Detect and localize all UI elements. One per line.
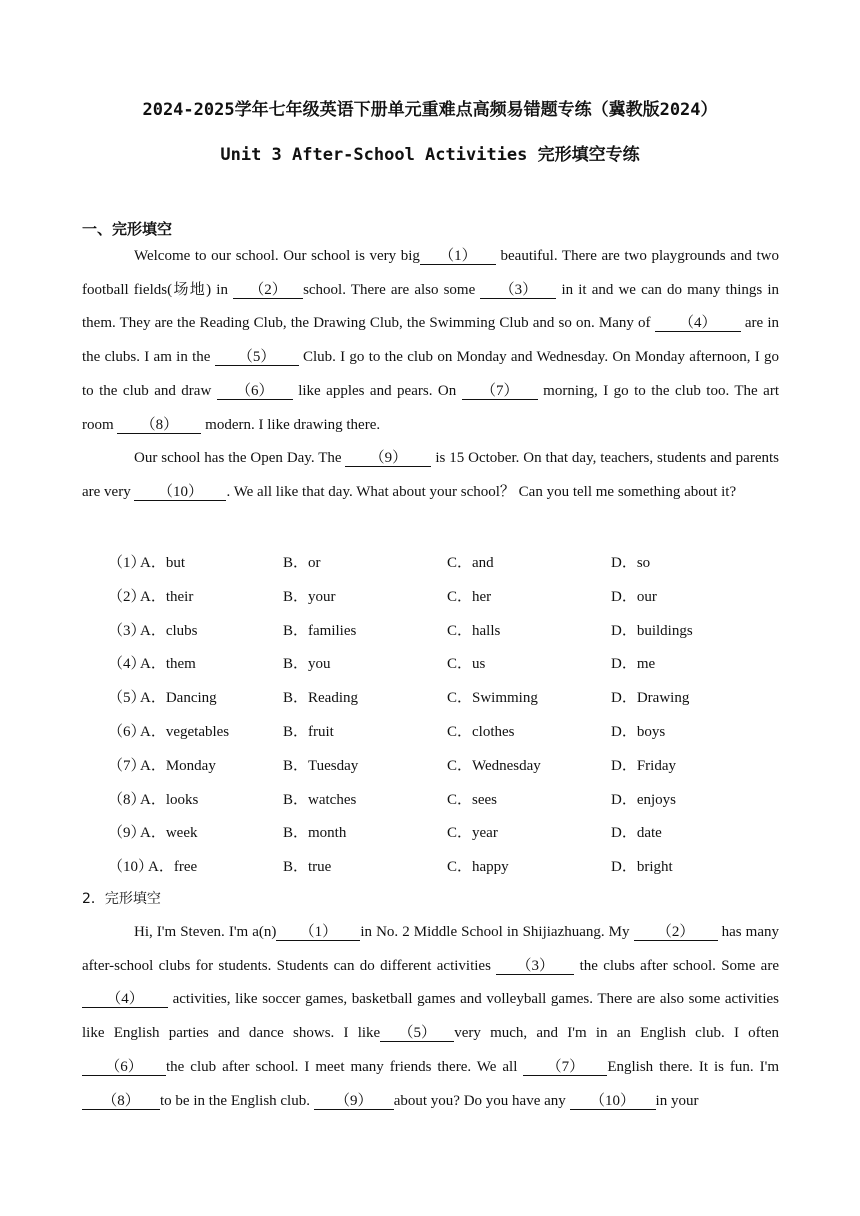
passage-2-paragraph (82, 916, 779, 1118)
option-a: A．vegetables (140, 723, 230, 740)
blank-5: （5） (215, 350, 299, 366)
option-b: B．your (283, 588, 336, 605)
blank-8: （8） (117, 418, 201, 434)
option-number: （1） (108, 555, 146, 571)
option-c: C．year (447, 825, 498, 842)
option-c: C．and (447, 555, 494, 571)
passage-text: the clubs after school. Some are (574, 957, 779, 974)
option-row (82, 579, 782, 613)
option-d: D．Drawing (611, 690, 690, 707)
option-c: C．Wednesday (447, 757, 541, 774)
option-number: （8） (108, 791, 146, 808)
blank-7: （7） (462, 384, 538, 400)
option-b: B．Tuesday (283, 757, 359, 774)
option-row (82, 714, 782, 748)
passage-1-paragraph-2 (82, 442, 779, 509)
option-a: A．them (140, 656, 196, 673)
option-number: （3） (108, 622, 146, 639)
passage-text: in your (655, 1092, 699, 1109)
option-b: B．fruit (283, 723, 334, 740)
option-a: A．clubs (140, 622, 198, 639)
option-d: D．date (611, 825, 662, 842)
option-a: A．their (140, 588, 194, 605)
option-c: C．Swimming (447, 690, 538, 707)
passage-text: is 15 October. On that day, teachers, students and parents are very (82, 450, 779, 500)
blank-5: （5） (380, 1026, 454, 1042)
blank-1: （1） (276, 925, 360, 941)
passage-text: beautiful. There are two playgrounds and two football fields(场地) in (82, 248, 779, 298)
blank-8: （8） (82, 1094, 160, 1110)
option-row (82, 545, 782, 579)
passage-text: morning, I go to the club too. The art room (82, 382, 779, 433)
blank-6: （6） (82, 1060, 166, 1076)
section-heading-cloze: 一、完形填空 (82, 220, 173, 238)
passage-text: English there. It is fun. I'm (607, 1058, 779, 1075)
option-d: D．me (611, 656, 656, 673)
document-title: 2024-2025学年七年级英语下册单元重难点高频易错题专练（冀教版2024） (142, 100, 718, 120)
option-a: A．Dancing (140, 690, 217, 707)
blank-4: （4） (82, 992, 168, 1008)
passage-text: in No. 2 Middle School in Shijiazhuang. My (360, 924, 634, 940)
passage-2 (82, 916, 779, 1118)
passage-text: activities, like soccer games, basketball games and volleyball games. There are also some activities like English parties and dance shows. I like (82, 991, 779, 1042)
option-number: （6） (108, 723, 146, 740)
option-b: B．you (283, 656, 331, 673)
blank-10: （10） (134, 485, 226, 501)
blank-10: （10） (570, 1094, 656, 1110)
option-row (82, 646, 782, 680)
blank-3: （3） (480, 283, 556, 299)
blank-2: （2） (634, 925, 718, 941)
blank-9: （9） (345, 451, 431, 467)
option-c: C．sees (447, 791, 497, 808)
document-subtitle: Unit 3 After-School Activities 完形填空专练 (220, 145, 640, 165)
passage-text: the club after school. I meet many friends there. We all (166, 1058, 524, 1075)
option-a: A．Monday (140, 757, 216, 774)
option-c: C．halls (447, 622, 501, 639)
passage-text: in it and we can do many things in them. They are the Reading Club, the Drawing Club, the Swimming Club and so on. Many of (82, 281, 779, 332)
blank-7: （7） (523, 1060, 607, 1076)
option-b: B．true (283, 859, 332, 876)
option-b: B．month (283, 825, 347, 842)
option-d: D．our (611, 588, 657, 605)
passage-text: to be in the English club. (160, 1092, 314, 1109)
passage-text: are in the clubs. I am in the (82, 315, 779, 366)
passage-text: Club. I go to the club on Monday and Wednesday. On Monday afternoon, I go to the club and draw (82, 349, 779, 399)
passage-text: . We all like that day. What about your school？ Can you tell me something about it? (226, 483, 737, 500)
option-d: D．so (611, 555, 651, 571)
option-row (82, 613, 782, 647)
option-d: D．bright (611, 859, 673, 876)
option-b: B．watches (283, 791, 357, 808)
option-number: （7） (108, 757, 146, 774)
option-number: （2） (108, 588, 146, 605)
option-number: （10） (108, 859, 154, 876)
option-row (82, 748, 782, 782)
passage-text: like apples and pears. On (292, 382, 462, 399)
option-d: D．boys (611, 723, 666, 740)
option-c: C．her (447, 588, 492, 605)
option-c: C．happy (447, 859, 509, 876)
passage-text: school. There are also some (303, 281, 481, 298)
passage-text: Hi, I'm Steven. I'm a(n) (134, 924, 277, 940)
passage-1 (82, 240, 779, 510)
passage-text: Welcome to our school. Our school is very big (134, 248, 420, 264)
option-a: A．looks (140, 791, 199, 808)
blank-2: （2） (233, 283, 303, 299)
passage-text: has many after-school clubs for students. Students can do different activities (82, 924, 779, 974)
option-row (82, 849, 782, 883)
option-c: C．us (447, 656, 486, 673)
option-a: A．free (148, 859, 198, 876)
question-2-heading: 2．完形填空 (82, 891, 161, 907)
answer-options (82, 545, 782, 883)
passage-text: modern. I like drawing there. (201, 416, 381, 433)
passage-1-paragraph-1 (82, 240, 779, 442)
blank-6: （6） (217, 384, 293, 400)
passage-text: Our school has the Open Day. The (134, 450, 346, 467)
option-b: B．families (283, 622, 357, 639)
option-b: B．Reading (283, 690, 358, 707)
option-c: C．clothes (447, 723, 515, 740)
blank-4: （4） (655, 316, 741, 332)
option-d: D．buildings (611, 622, 693, 639)
option-d: D．Friday (611, 757, 676, 774)
blank-1: （1） (420, 249, 496, 265)
option-row (82, 782, 782, 816)
option-d: D．enjoys (611, 791, 676, 808)
option-number: （9） (108, 825, 146, 842)
option-b: B．or (283, 555, 321, 571)
option-row (82, 680, 782, 714)
option-number: （5） (108, 690, 146, 707)
blank-9: （9） (314, 1094, 394, 1110)
option-a: A．week (140, 825, 198, 842)
passage-text: very much, and I'm in an English club. I often (454, 1025, 779, 1042)
option-a: A．but (140, 555, 186, 571)
blank-3: （3） (496, 959, 574, 975)
passage-text: about you? Do you have any (393, 1092, 570, 1109)
option-row (82, 815, 782, 849)
option-number: （4） (108, 656, 146, 673)
